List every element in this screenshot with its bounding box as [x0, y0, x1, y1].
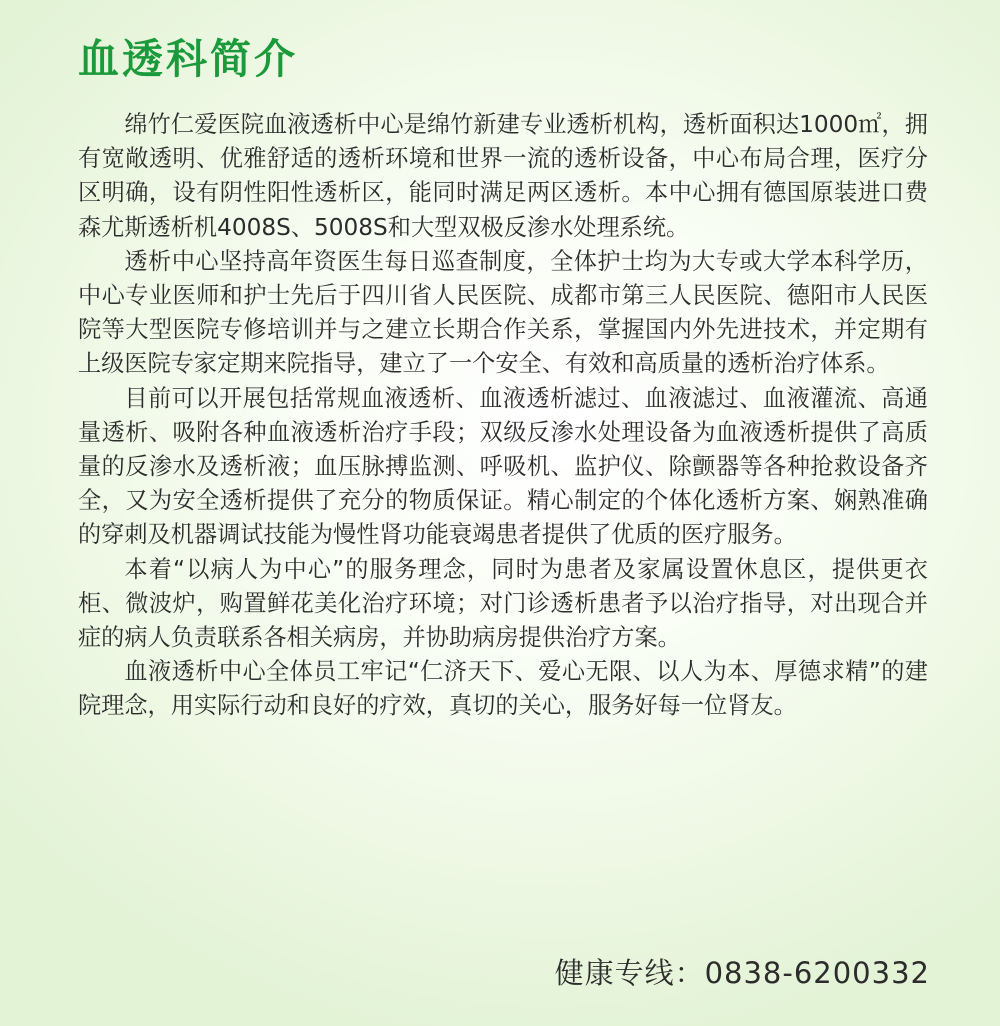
health-hotline: 健康专线：0838-6200332	[554, 956, 930, 990]
paragraph-staff: 透析中心坚持高年资医生每日巡查制度，全体护士均为大专或大学本科学历，中心专业医师和护士先后于四川省人民医院、成都市第三人民医院、德阳市人民医院等大型医院专修培训并与之建立长期合作关系，掌握国内外先进技术，并定期有上级医院专家定期来院指导，建立了一个安全、有效和高质量的透析治疗体系。	[78, 247, 928, 378]
paragraph-motto: 血液透析中心全体员工牢记“仁济天下、爱心无限、以人为本、厚德求精”的建院理念，用实际行动和良好的疗效，真切的关心，服务好每一位肾友。	[78, 658, 928, 720]
page-title: 血透科简介	[78, 35, 298, 83]
intro-body	[78, 108, 928, 724]
paragraph-services: 目前可以开展包括常规血液透析、血液透析滤过、血液滤过、血液灌流、高通量透析、吸附各种血液透析治疗手段；双级反渗水处理设备为血液透析提供了高质量的反渗水及透析液；血压脉搏监测、呼吸机、监护仪、除颤器等各种抢救设备齐全，又为安全透析提供了充分的物质保证。精心制定的个体化透析方案、娴熟准确的穿刺及机器调试技能为慢性肾功能衰竭患者提供了优质的医疗服务。	[78, 384, 928, 549]
paragraph-service-concept: 本着“以病人为中心”的服务理念，同时为患者及家属设置休息区，提供更衣柜、微波炉，购置鲜花美化治疗环境；对门诊透析患者予以治疗指导，对出现合并症的病人负责联系各相关病房，并协助病房提供治疗方案。	[78, 555, 928, 652]
paragraph-facility: 绵竹仁爱医院血液透析中心是绵竹新建专业透析机构，透析面积达1000㎡，拥有宽敞透明、优雅舒适的透析环境和世界一流的透析设备，中心布局合理，医疗分区明确，设有阴性阳性透析区，能同时满足两区透析。本中心拥有德国原装进口费森尤斯透析机4008S、5008S和大型双极反渗水处理系统。	[78, 111, 928, 241]
